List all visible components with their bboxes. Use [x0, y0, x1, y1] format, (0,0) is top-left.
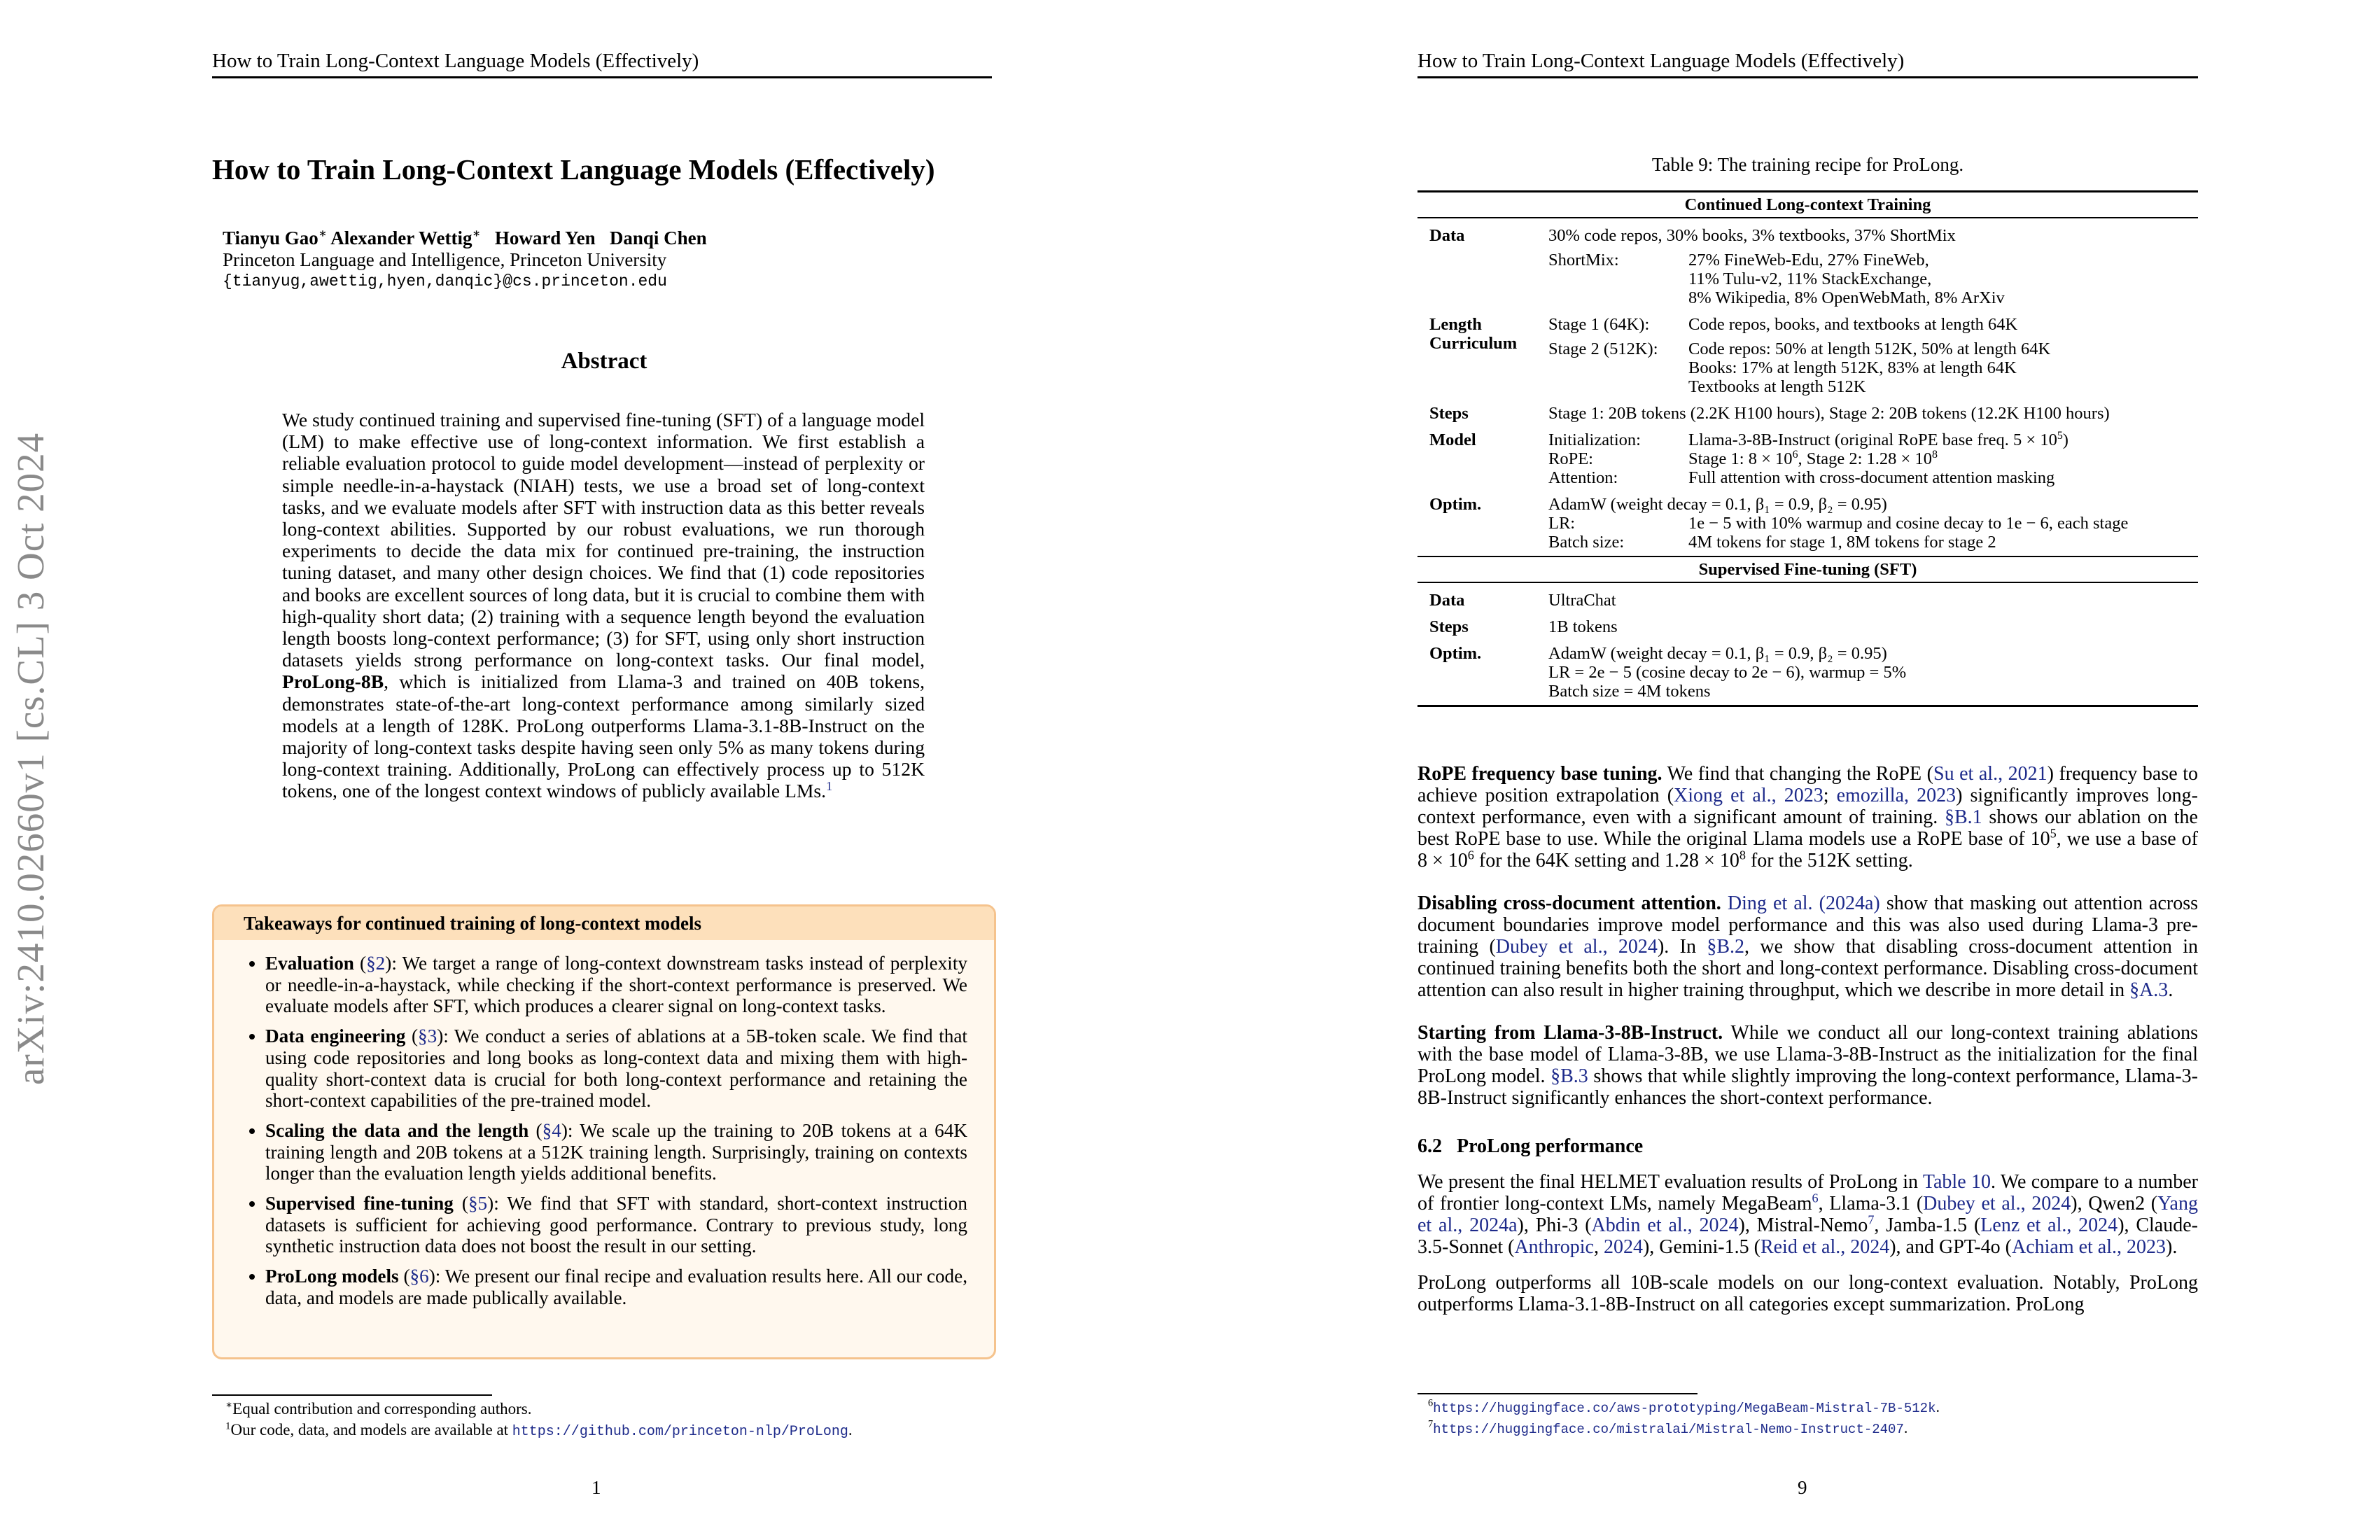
stage-line: Textbooks at length 512K	[1688, 377, 1866, 396]
kv-key: RoPE:	[1548, 449, 1593, 468]
abstract-body	[282, 409, 925, 802]
footnote-ref[interactable]: 7	[1868, 1212, 1875, 1227]
takeaways-list	[214, 953, 994, 1309]
row-value: Stage 1: 20B tokens (2.2K H100 hours), Stage 2: 20B tokens (12.2K H100 hours)	[1548, 404, 2110, 423]
citation-link[interactable]: Lenz et al., 2024	[1980, 1214, 2118, 1236]
row-value	[1548, 487, 2198, 556]
optim-line: Batch size = 4M tokens	[1548, 682, 1711, 701]
takeaways-box	[212, 904, 996, 1359]
footnote-7: $^7$https://huggingface.co/mistralai/Mistral-Nemo-Instruct-2407.	[1428, 1418, 1908, 1437]
table-row	[1418, 218, 2198, 307]
footnote-text: Equal contribution and corresponding authors.	[232, 1400, 532, 1418]
exponent: 8	[1739, 848, 1746, 862]
data-mix: 30% code repos, 30% books, 3% textbooks, 37% ShortMix	[1548, 226, 1956, 245]
table-row	[1418, 582, 2198, 610]
footnote-text: Our code, data, and models are available at	[230, 1421, 512, 1438]
list-item: • Scaling the data and the length (§4): We scale up the training to 20B tokens at a 64K training length and 20B tokens at a 512K training length. Surprisingly, training on contexts longer than the evaluation length yields additional benefits.	[265, 1120, 967, 1184]
section-link[interactable]: §5	[468, 1193, 488, 1214]
shortmix-line: 11% Tulu-v2, 11% StackExchange,	[1688, 270, 1932, 288]
citation-link[interactable]: Ding et al.	[1727, 892, 1813, 914]
section-link[interactable]: §3	[418, 1026, 438, 1047]
section-link[interactable]: §B.1	[1944, 806, 1982, 828]
list-item: • Evaluation (§2): We target a range of long-context downstream tasks instead of perplexity or needle-in-a-haystack, while checking if the short-context performance is preserved. We evaluate models after SFT, which produces a clearer signal on long-context tasks.	[265, 953, 967, 1017]
training-recipe-table	[1418, 190, 2198, 707]
table-section-title: Supervised Fine-tuning (SFT)	[1418, 556, 2198, 582]
section-title: ProLong performance	[1457, 1135, 1644, 1157]
citation-link[interactable]: (2024a)	[1819, 892, 1880, 914]
exponent: 5	[2057, 429, 2063, 442]
exponent: 6	[1792, 448, 1798, 461]
footnote-text: .	[848, 1421, 853, 1438]
section-heading	[1418, 1135, 2198, 1157]
text: We find that changing the RoPE (	[1662, 763, 1934, 785]
table-caption: Table 9: The training recipe for ProLong.	[1651, 154, 1964, 175]
text: ) frequency base to achieve position extrapolation (	[1418, 763, 2198, 806]
footnote-mark: 7	[1428, 1418, 1434, 1430]
text: , we show that disabling cross-document attention in continued training benefits both the short and long-context performance. Disabling cross-document attention can also result in higher training throughput, which we describe in more detail in	[1418, 936, 2198, 1001]
footnote-star: ∗Equal contribution and corresponding authors.	[225, 1399, 532, 1418]
exponent: 5	[2050, 826, 2057, 841]
row-label: Data	[1429, 226, 1465, 245]
kv-key: LR:	[1548, 514, 1576, 533]
item-title: Supervised fine-tuning	[265, 1193, 454, 1214]
abstract-heading: Abstract	[561, 349, 648, 374]
text: for the 64K setting and 1.28 × 10	[1474, 850, 1740, 872]
kv-value	[1688, 430, 2198, 449]
text: ), Claude-3.5-Sonnet (	[1418, 1214, 2198, 1258]
paragraph-heading: RoPE frequency base tuning.	[1418, 763, 1662, 785]
row-label: Optim.	[1418, 636, 1548, 706]
text: ) significantly improves long-context performance, even with a significant amount of training.	[1418, 785, 2198, 828]
table-row	[1418, 307, 2198, 396]
takeaways-heading: Takeaways for continued training of long-context models	[214, 906, 994, 940]
abstract-text: We study continued training and supervised fine-tuning (SFT) of a language model (LM) to make effective use of long-context information. We first establish a reliable evaluation protocol to guide model development—instead of perplexity or simple needle-in-a-haystack (NIAH) tests, we use a broad set of long-context tasks, and we evaluate models after SFT with instruction data as this better reveals long-context abilities. Supported by our robust evaluations, we run thorough experiments to decide the data mix for continued pre-training, the instruction tuning dataset, and many other design choices. We find that (1) code repositories and books are excellent sources of long data, but it is crucial to combine them with high-quality short data; (2) training with a sequence length beyond the evaluation length boosts long-context performance; (3) for SFT, using only short instruction datasets yields strong performance on long-context tasks. Our final model,	[282, 409, 925, 671]
footnote-url[interactable]: https://github.com/princeton-nlp/ProLong	[512, 1424, 848, 1440]
shortmix-key: ShortMix:	[1548, 251, 1619, 270]
affiliation: Princeton Language and Intelligence, Princeton University	[223, 249, 667, 270]
table-row	[1418, 396, 2198, 423]
text: We present the final HELMET evaluation results of ProLong in	[1418, 1171, 1923, 1193]
text: Stage 1: 8 × 10	[1688, 449, 1793, 468]
paragraph-rope	[1418, 763, 2198, 872]
paper-title: How to Train Long-Context Language Models (Effectively)	[212, 153, 935, 186]
text: )	[2062, 430, 2068, 449]
text: . We compare to a number of frontier long-context LMs, namely MegaBeam	[1418, 1171, 2198, 1214]
stage-key: Stage 2 (512K):	[1548, 340, 1658, 358]
list-item: • Data engineering (§3): We conduct a series of ablations at a 5B-token scale. We find that using code repositories and long books as long-context data and mixing them with high-quality short-context data is crucial for both long-context performance and retaining the short-context capabilities of the pre-trained model.	[265, 1026, 967, 1112]
text: ). In	[1657, 936, 1707, 958]
text: ), Mistral-Nemo	[1738, 1214, 1868, 1236]
text: , Llama-3.1 (	[1818, 1193, 1924, 1214]
table-row	[1418, 610, 2198, 636]
left-running-head: How to Train Long-Context Language Models (Effectively)	[212, 49, 992, 78]
section-link[interactable]: §B.3	[1550, 1065, 1588, 1087]
page-number: 1	[592, 1477, 601, 1498]
section-link[interactable]: §4	[542, 1119, 561, 1141]
shortmix-line: 27% FineWeb-Edu, 27% FineWeb,	[1688, 251, 1929, 270]
text: shows that while slightly improving the long-context performance, Llama-3-8B-Instruct significantly enhances the short-context performance.	[1418, 1065, 2198, 1109]
item-text: : We conduct a series of ablations at a 5B-token scale. We find that using code repositories and long books as long-context data and mixing them with high-quality short-context data is crucial for both long-context performance and retaining the short-context capabilities of the pre-trained model.	[265, 1026, 967, 1112]
stage-1	[1548, 315, 2198, 334]
paragraph-cross-doc	[1418, 892, 2198, 1001]
author-name: Danqi Chen	[609, 227, 707, 248]
author-name: Tianyu Gao	[223, 227, 318, 248]
item-text: : We find that SFT with standard, short-context instruction datasets is sufficient for achieving good performance. Contrary to previous study, long synthetic instruction data does not boost the result in our setting.	[265, 1193, 967, 1257]
right-body-text	[1418, 763, 2198, 1336]
item-text: : We scale up the training to 20B tokens at a 64K training length and 20B tokens at a 512K training length. Surprisingly, training on contexts longer than the evaluation length yields additional benefits.	[265, 1119, 967, 1184]
label-line: Length	[1429, 315, 1482, 334]
attention	[1548, 468, 2198, 487]
batch	[1548, 533, 2198, 552]
footnote-ref[interactable]: 1	[826, 779, 833, 794]
email: {tianyug,awettig,hyen,danqic}@cs.princeton.edu	[223, 272, 667, 290]
optim-line: AdamW (weight decay = 0.1, β₁ = 0.9, β₂ = 0.95)	[1548, 644, 1887, 663]
section-link[interactable]: §B.2	[1707, 936, 1744, 958]
kv-value: 4M tokens for stage 1, 8M tokens for stage 2	[1688, 533, 1996, 552]
row-value	[1548, 218, 2198, 307]
row-label: Steps	[1429, 617, 1469, 636]
text: shows our ablation on the best RoPE base to use. While the original Llama models use a RoPE base of 10	[1418, 806, 2198, 850]
item-text: : We present our final recipe and evaluation results here. All our code, data, and models are made publically available.	[265, 1266, 967, 1308]
left-footnotes	[225, 1399, 995, 1443]
paragraph-heading: Disabling cross-document attention.	[1418, 892, 1721, 914]
citation-link[interactable]: Yang et al., 2024a	[1418, 1193, 2198, 1236]
paragraph-performance	[1418, 1171, 2198, 1258]
exponent: 6	[1467, 848, 1474, 862]
text: ), Qwen2 (	[2071, 1193, 2158, 1214]
text: .	[2168, 979, 2174, 1001]
text: , Jamba-1.5 (	[1874, 1214, 1981, 1236]
right-footnotes	[1428, 1397, 2198, 1439]
label-line: Curriculum	[1429, 334, 1518, 353]
model-name: ProLong-8B	[282, 671, 384, 693]
stage-value	[1688, 340, 2198, 396]
stage-key: Stage 1 (64K):	[1548, 315, 1650, 334]
citation-link[interactable]: Abdin et al., 2024	[1591, 1214, 1739, 1236]
lr	[1548, 514, 2198, 533]
table-section-title: Continued Long-context Training	[1418, 192, 2198, 218]
shortmix-line: 8% Wikipedia, 8% OpenWebMath, 8% ArXiv	[1688, 288, 2005, 307]
text: ).	[2166, 1236, 2178, 1258]
citation-link[interactable]: Dubey et al., 2024	[1923, 1193, 2071, 1214]
optim-line: LR = 2e − 5 (cosine decay to 2e − 6), warmup = 5%	[1548, 663, 1907, 682]
footnote-ref[interactable]: 6	[1812, 1191, 1819, 1205]
item-title: Evaluation	[265, 953, 354, 974]
paragraph-results: ProLong outperforms all 10B-scale models on our long-context evaluation. Notably, ProLong outperforms Llama-3.1-8B-Instruct on all categories except summarization. ProLong	[1418, 1272, 2198, 1315]
table-row	[1418, 423, 2198, 487]
footnote-6: $^6$https://huggingface.co/aws-prototyping/MegaBeam-Mistral-7B-512k.	[1428, 1397, 1940, 1416]
paragraph-heading: Starting from Llama-3-8B-Instruct.	[1418, 1022, 1723, 1044]
footnote-rule	[212, 1394, 492, 1396]
row-label: Model	[1429, 430, 1476, 449]
shortmix	[1548, 251, 2198, 307]
section-link[interactable]: §6	[410, 1266, 429, 1287]
row-label: Optim.	[1429, 495, 1482, 514]
stage-2	[1548, 340, 2198, 396]
row-value: 1B tokens	[1548, 617, 1618, 636]
citation-link[interactable]: Dubey et al., 2024	[1495, 936, 1658, 958]
row-value	[1548, 636, 2198, 706]
text: ), and GPT-4o (	[1889, 1236, 2012, 1258]
row-label	[1418, 307, 1548, 396]
row-value: UltraChat	[1548, 591, 1616, 610]
table-link[interactable]: Table 10	[1922, 1171, 1991, 1193]
item-title: ProLong models	[265, 1266, 399, 1287]
kv-key: Initialization:	[1548, 430, 1641, 449]
text: , we use a base of 8 × 10	[1418, 828, 2198, 872]
citation-link[interactable]: Anthropic	[1514, 1236, 1594, 1258]
text: ,	[1593, 1236, 1604, 1258]
text: ;	[1823, 785, 1837, 806]
arxiv-stamp: arXiv:2410.02660v1 [cs.CL] 3 Oct 2024	[9, 432, 52, 1085]
row-label: Steps	[1429, 404, 1469, 423]
text: show that masking out attention across document boundaries improve model performance and this was also used during Llama-3 pre-training (	[1418, 892, 2199, 958]
item-text: : We target a range of long-context downstream tasks instead of perplexity or needle-in-a-haystack, while checking if the short-context performance is preserved. We evaluate models after SFT, which produces a clearer signal on long-context tasks.	[265, 953, 967, 1017]
footnote-url[interactable]: https://huggingface.co/mistralai/Mistral-Nemo-Instruct-2407	[1433, 1422, 1904, 1437]
init	[1548, 430, 2198, 449]
exponent: 8	[1931, 448, 1938, 461]
author-list	[223, 227, 993, 249]
abstract-text: , which is initialized from Llama-3 and trained on 40B tokens, demonstrates state-of-the-art long-context performance among similarly sized models at a length of 128K. ProLong outperforms Llama-3.1-8B-Instruct on the majority of long-context tasks despite having seen only 5% as many tokens during long-context training. Additionally, ProLong can effectively process up to 512K tokens, one of the longest context windows of publicly available LMs.	[282, 671, 925, 802]
rope	[1548, 449, 2198, 468]
text: ), Phi-3 (	[1517, 1214, 1592, 1236]
text: Llama-3-8B-Instruct (original RoPE base freq. 5 × 10	[1688, 430, 2057, 449]
section-link[interactable]: §2	[366, 953, 386, 974]
shortmix-value	[1688, 251, 2198, 307]
text: for the 512K setting.	[1745, 850, 1913, 872]
kv-value	[1688, 449, 2198, 468]
kv-key: Batch size:	[1548, 533, 1625, 552]
text: ), Gemini-1.5 (	[1642, 1236, 1760, 1258]
stage-line: Code repos: 50% at length 512K, 50% at length 64K	[1688, 340, 2051, 358]
author-name: Howard Yen	[494, 227, 596, 248]
table-section-row	[1418, 556, 2198, 582]
citation-link[interactable]: emozilla, 2023	[1836, 785, 1956, 806]
paragraph-instruct	[1418, 1022, 2198, 1109]
list-item: • Supervised fine-tuning (§5): We find that SFT with standard, short-context instruction datasets is sufficient for achieving good performance. Contrary to previous study, long synthetic instruction data does not boost the result in our setting.	[265, 1193, 967, 1257]
table-row	[1418, 487, 2198, 556]
citation-link[interactable]: Reid et al., 2024	[1760, 1236, 1890, 1258]
right-running-head: How to Train Long-Context Language Models (Effectively)	[1418, 49, 2198, 78]
item-title: Scaling the data and the length	[265, 1119, 529, 1141]
kv-key: Attention:	[1548, 468, 1618, 487]
citation-link[interactable]: Achiam et al., 2023	[2011, 1236, 2166, 1258]
footnote-mark: 6	[1428, 1397, 1434, 1409]
footnote-1: $^1$Our code, data, and models are available at https://github.com/princeton-nlp/ProLong.	[225, 1420, 853, 1440]
table-section-row	[1418, 192, 2198, 218]
text: While we conduct all our long-context training ablations with the base model of Llama-3-8B, we use Llama-3-8B-Instruct as the initialization for the final ProLong model.	[1418, 1022, 2198, 1087]
kv-value: Full attention with cross-document attention masking	[1688, 468, 2055, 487]
citation-link[interactable]: Xiong et al., 2023	[1674, 785, 1823, 806]
author-name: Alexander Wettig	[330, 227, 472, 248]
author-block	[223, 227, 993, 293]
footnote-url[interactable]: https://huggingface.co/aws-prototyping/MegaBeam-Mistral-7B-512k	[1433, 1401, 1936, 1416]
author-mark: ∗	[472, 226, 481, 240]
row-value	[1548, 307, 2198, 396]
section-number: 6.2	[1418, 1135, 1442, 1157]
table-row	[1418, 636, 2198, 706]
author-mark: ∗	[318, 226, 327, 240]
stage-line: Books: 17% at length 512K, 83% at length 64K	[1688, 358, 2017, 377]
list-item: • ProLong models (§6): We present our final recipe and evaluation results here. All our code, data, and models are made publically available.	[265, 1266, 967, 1308]
stage-value: Code repos, books, and textbooks at length 64K	[1688, 315, 2018, 334]
item-title: Data engineering	[265, 1026, 406, 1047]
footnote-rule	[1418, 1393, 1698, 1394]
row-label: Data	[1429, 591, 1465, 610]
text: , Stage 2: 1.28 × 10	[1798, 449, 1932, 468]
section-link[interactable]: §A.3	[2129, 979, 2169, 1001]
page-number: 9	[1798, 1477, 1807, 1498]
row-value	[1548, 423, 2198, 487]
kv-value: 1e − 5 with 10% warmup and cosine decay to 1e − 6, each stage	[1688, 514, 2129, 533]
citation-link[interactable]: 2024	[1603, 1236, 1643, 1258]
citation-link[interactable]: Su et al., 2021	[1933, 763, 2047, 785]
optimizer: AdamW (weight decay = 0.1, β₁ = 0.9, β₂ = 0.95)	[1548, 495, 1887, 514]
